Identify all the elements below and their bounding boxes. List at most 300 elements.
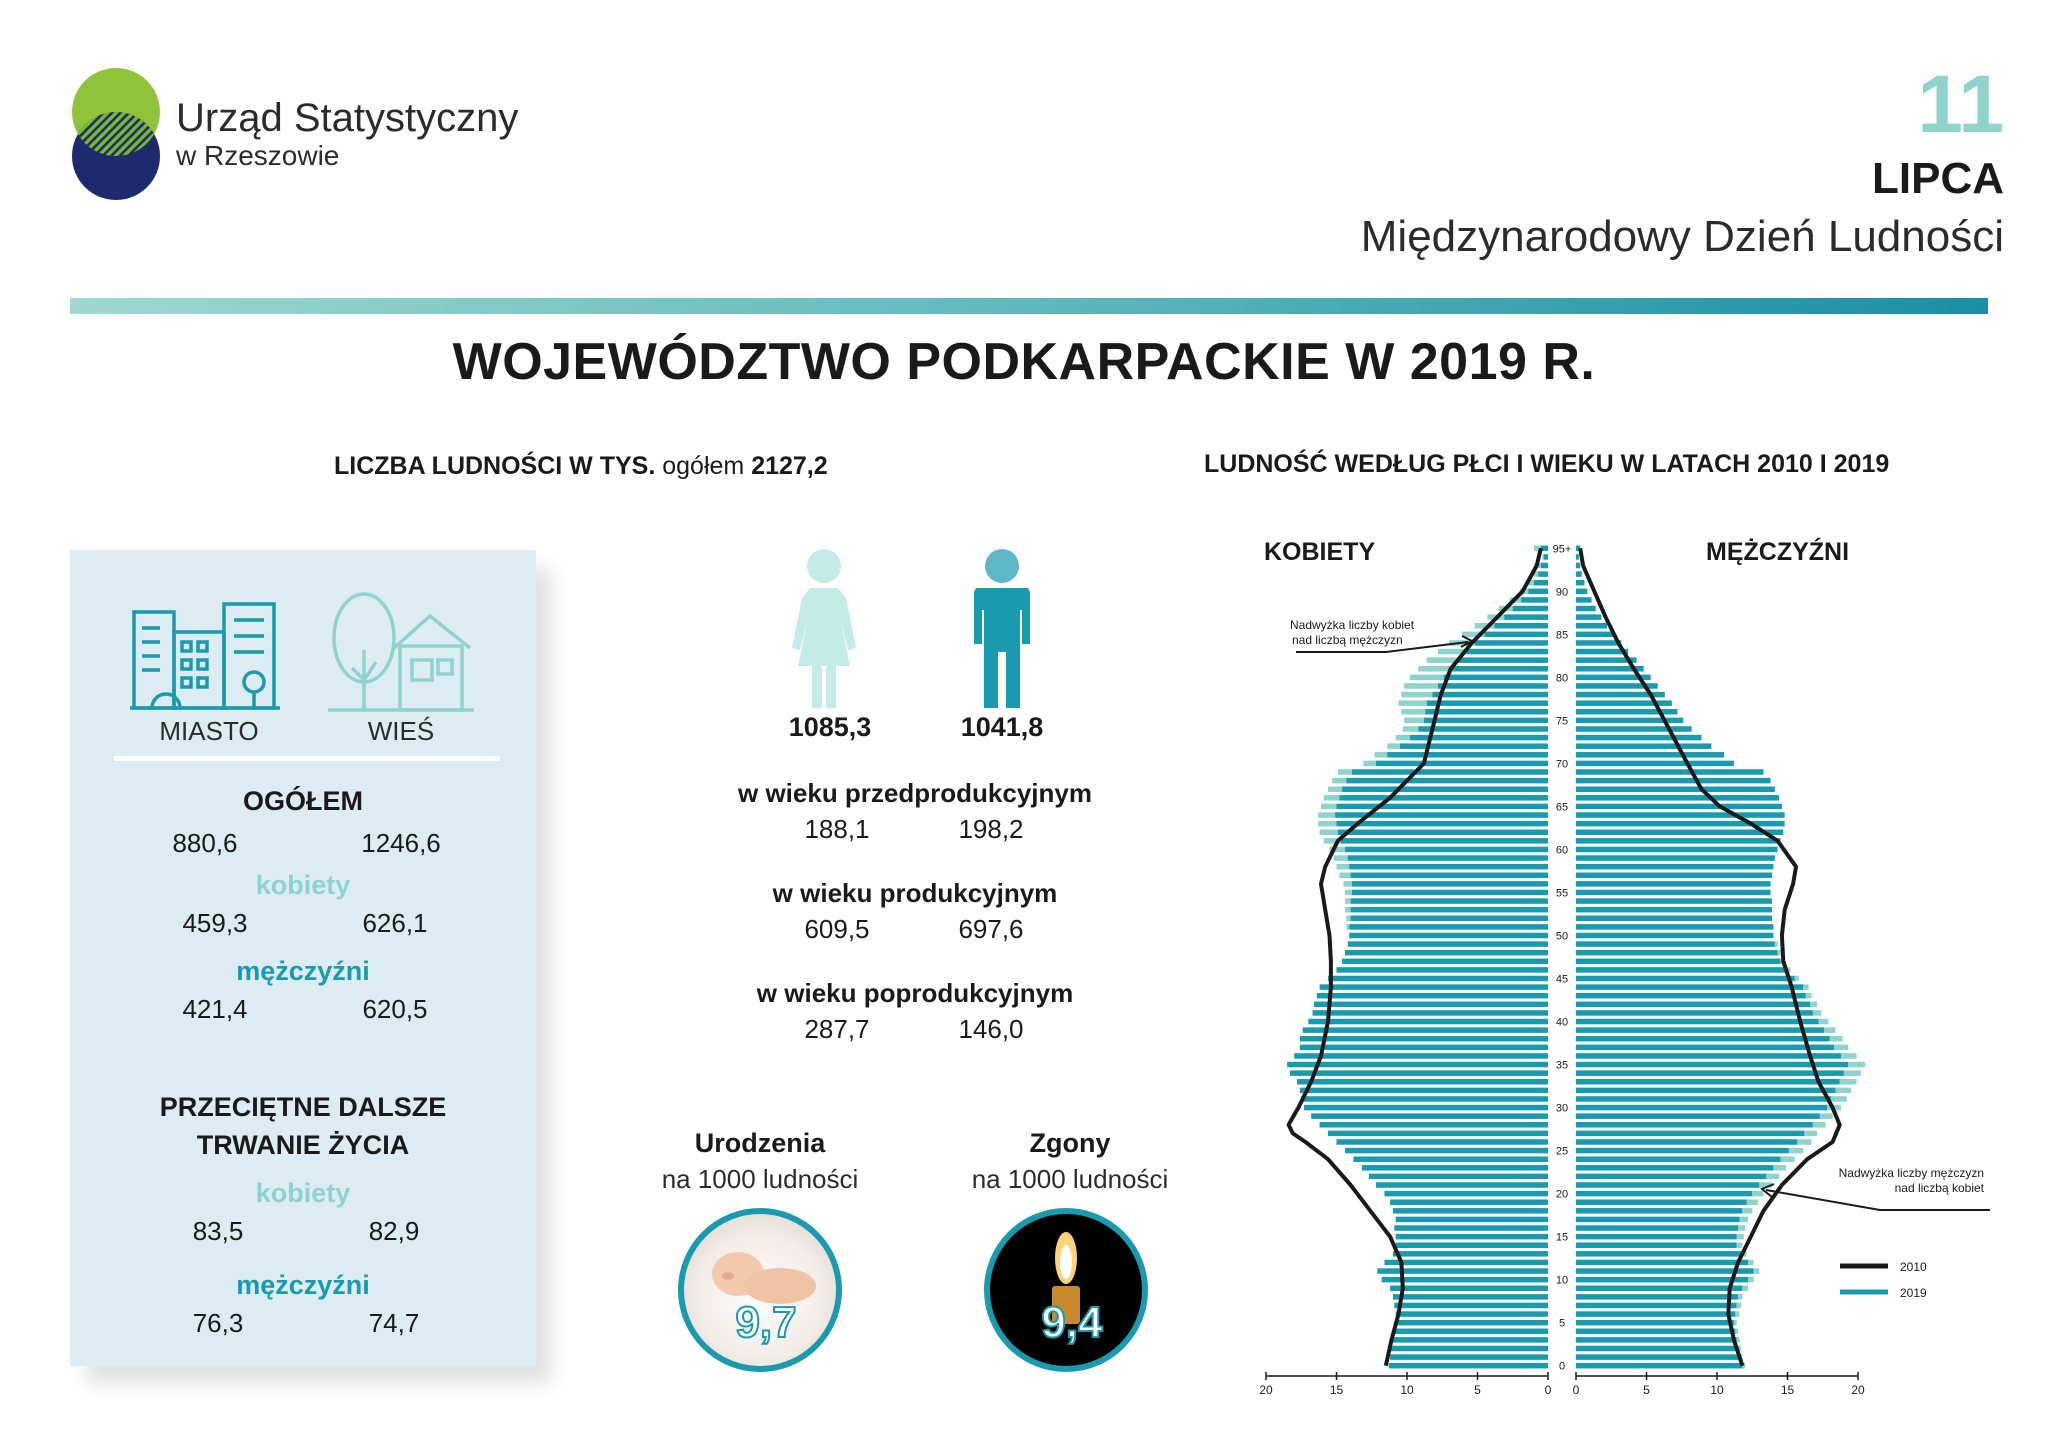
deaths-subtitle: na 1000 ludności [971, 1164, 1169, 1194]
life-expectancy-heading-1: PRZECIĘTNE DALSZE [159, 1092, 447, 1122]
bar-men-excess [1813, 1122, 1826, 1128]
bar-women-2019 [1346, 778, 1548, 784]
bar-women-2019 [1390, 1354, 1548, 1360]
bar-women-2019 [1444, 675, 1548, 681]
population-pyramid [1240, 530, 2000, 1400]
bar-women-2019 [1393, 1208, 1548, 1214]
bar-women-2019 [1534, 580, 1548, 586]
deaths-badge [984, 1208, 1148, 1372]
bar-women-2019 [1390, 1199, 1548, 1205]
bar-women-2019 [1418, 726, 1548, 732]
total-heading: OGÓŁEM [243, 786, 363, 816]
bar-men-2019 [1576, 1122, 1813, 1128]
panel-divider [114, 756, 500, 761]
bar-men-2019 [1576, 829, 1783, 835]
bar-men-2019 [1576, 623, 1607, 629]
bar-women-2019 [1382, 1277, 1548, 1283]
bar-men-excess [1734, 1320, 1737, 1326]
logo-mark [70, 68, 162, 200]
bar-men-2019 [1576, 752, 1724, 758]
bar-men-2019 [1576, 1062, 1848, 1068]
bar-women-2019 [1393, 1251, 1548, 1257]
bar-men-2019 [1576, 1251, 1741, 1257]
bar-men-2019 [1576, 967, 1786, 973]
bar-women-excess [1403, 726, 1419, 732]
bar-women-2019 [1300, 1045, 1548, 1051]
bar-women-2019 [1349, 924, 1548, 930]
bar-men-2019 [1576, 855, 1775, 861]
bar-women-excess [1410, 675, 1444, 681]
bar-men-excess [1738, 1225, 1745, 1231]
bar-men-excess [1735, 1311, 1739, 1317]
bar-women-excess [1318, 812, 1335, 818]
bar-women-2019 [1521, 597, 1548, 603]
bar-men-2019 [1576, 1165, 1773, 1171]
date-event: Międzynarodowy Dzień Ludności [1360, 212, 2004, 261]
bar-women-excess [1344, 881, 1352, 887]
house-icon [328, 590, 474, 716]
urban-rural-panel [70, 550, 536, 1366]
life-men-village: 74,7 [368, 1308, 420, 1338]
bar-women-2019 [1300, 1036, 1548, 1042]
x-tick-label-men: 5 [1643, 1383, 1650, 1397]
bar-men-2019 [1576, 1294, 1738, 1300]
bar-women-2019 [1369, 1174, 1548, 1180]
bar-men-2019 [1576, 597, 1592, 603]
bar-men-excess [1804, 1131, 1817, 1137]
bar-women-2019 [1294, 1053, 1548, 1059]
bar-men-2019 [1576, 907, 1772, 913]
bar-women-2019 [1345, 950, 1548, 956]
bar-men-excess [1752, 1191, 1763, 1197]
x-tick-label-men: 0 [1572, 1383, 1580, 1397]
bar-women-2019 [1528, 589, 1548, 595]
age-tick-label: 40 [1555, 1016, 1569, 1029]
bar-men-2019 [1576, 1096, 1831, 1102]
bar-men-2019 [1576, 1131, 1804, 1137]
bar-women-2019 [1345, 847, 1548, 853]
bar-women-2019 [1513, 606, 1548, 612]
legend-label-2010: 2010 [1900, 1260, 1927, 1274]
bar-men-2019 [1576, 1346, 1738, 1352]
chart-label-men: MĘŻCZYŹNI [1706, 538, 1850, 566]
bar-women-2019 [1351, 907, 1548, 913]
village-women: 626,1 [362, 908, 428, 938]
age-work-label: w wieku produkcyjnym [772, 878, 1058, 908]
bar-women-2019 [1303, 1027, 1548, 1033]
bar-women-2019 [1297, 1079, 1548, 1085]
bar-women-2019 [1396, 1242, 1548, 1248]
bar-women-excess [1375, 752, 1388, 758]
bar-men-2019 [1576, 1242, 1737, 1248]
age-tick-label: 90 [1555, 586, 1569, 599]
bar-women-excess [1404, 718, 1424, 724]
bar-men-2019 [1576, 1363, 1742, 1369]
bar-women-excess [1396, 735, 1410, 741]
bar-men-2019 [1576, 976, 1795, 982]
age-tick-label: 25 [1555, 1145, 1569, 1158]
bar-men-2019 [1576, 1217, 1740, 1223]
bar-women-excess [1401, 692, 1432, 698]
men-total: 1041,8 [960, 712, 1044, 742]
bar-women-2019 [1314, 1002, 1548, 1008]
bar-women-2019 [1342, 786, 1548, 792]
bar-men-2019 [1576, 933, 1773, 939]
bar-men-2019 [1576, 1045, 1834, 1051]
bar-men-2019 [1576, 1337, 1737, 1343]
bar-women-2019 [1432, 692, 1548, 698]
bar-women-2019 [1352, 890, 1548, 896]
bar-women-2019 [1308, 1019, 1548, 1025]
bar-men-2019 [1576, 743, 1711, 749]
bar-men-2019 [1576, 761, 1734, 767]
bar-men-excess [1775, 941, 1778, 947]
bar-men-2019 [1576, 554, 1579, 560]
bar-women-2019 [1387, 752, 1548, 758]
bar-men-excess [1835, 1088, 1851, 1094]
bar-women-excess [1332, 778, 1346, 784]
bar-men-2019 [1576, 1286, 1742, 1292]
bar-men-2019 [1576, 950, 1778, 956]
bar-women-2019 [1400, 743, 1548, 749]
births-badge [678, 1208, 842, 1372]
bar-men-excess [1840, 1079, 1857, 1085]
births-value: 9,7 [735, 1298, 797, 1347]
bar-women-2019 [1538, 571, 1548, 577]
age-tick-label: 5 [1558, 1317, 1566, 1330]
city-women: 459,3 [182, 908, 248, 938]
bar-men-excess [1795, 976, 1799, 982]
annotation-men-excess: Nadwyżka liczby mężczyzn nad liczbą kobiet [1838, 1166, 1984, 1195]
bar-men-excess [1737, 1303, 1741, 1309]
bar-women-2019 [1304, 1105, 1548, 1111]
bar-men-2019 [1576, 1208, 1742, 1214]
births-subtitle: na 1000 ludności [661, 1164, 859, 1194]
life-women-city: 83,5 [192, 1216, 244, 1246]
men-label: mężczyźni [236, 956, 370, 986]
x-tick-label-women: 20 [1259, 1383, 1273, 1397]
bar-men-2019 [1576, 1182, 1759, 1188]
bar-men-excess [1810, 1002, 1817, 1008]
bar-men-2019 [1576, 1277, 1748, 1283]
life-men-label: mężczyźni [236, 1270, 370, 1300]
bar-women-2019 [1397, 1320, 1548, 1326]
bar-women-2019 [1341, 838, 1548, 844]
bar-women-2019 [1300, 1088, 1548, 1094]
bar-women-2019 [1320, 984, 1548, 990]
life-men-city: 76,3 [192, 1308, 244, 1338]
age-tick-label: 45 [1555, 973, 1569, 986]
bar-men-excess [1797, 1139, 1811, 1145]
bar-men-2019 [1576, 1105, 1827, 1111]
village-label: WIEŚ [367, 716, 435, 746]
age-pre-women: 188,1 [804, 814, 870, 844]
bar-men-2019 [1576, 1303, 1737, 1309]
age-tick-label: 35 [1555, 1059, 1569, 1072]
bar-women-excess [1321, 804, 1337, 810]
bar-men-excess [1803, 984, 1809, 990]
bar-women-2019 [1320, 1122, 1548, 1128]
bar-men-excess [1748, 1277, 1754, 1283]
bar-men-2019 [1576, 1199, 1747, 1205]
bar-men-excess [1780, 1156, 1794, 1162]
bar-women-2019 [1348, 941, 1548, 947]
bar-men-excess [1740, 1217, 1748, 1223]
bar-men-2019 [1576, 993, 1806, 999]
bar-women-2019 [1290, 1070, 1548, 1076]
bar-women-excess [1404, 683, 1438, 689]
bar-women-excess [1320, 829, 1338, 835]
page-title: WOJEWÓDZTWO PODKARPACKIE W 2019 R. [452, 333, 1596, 391]
age-tick-label: 95+ [1552, 543, 1572, 556]
bar-men-2019 [1576, 838, 1780, 844]
bar-men-2019 [1576, 769, 1764, 775]
date-month: LIPCA [1872, 154, 2004, 203]
bar-women-2019 [1348, 855, 1548, 861]
bar-men-2019 [1576, 726, 1692, 732]
bar-men-2019 [1576, 1036, 1830, 1042]
bar-women-2019 [1337, 1139, 1549, 1145]
legend-label-2019: 2019 [1900, 1286, 1927, 1300]
bar-women-2019 [1425, 709, 1548, 715]
village-total: 1246,6 [361, 828, 441, 858]
life-expectancy-heading-2: TRWANIE ŻYCIA [196, 1130, 410, 1160]
bar-men-2019 [1576, 735, 1701, 741]
logo-subtitle: w Rzeszowie [176, 140, 340, 171]
bar-women-2019 [1393, 1294, 1548, 1300]
bar-men-excess [1742, 1208, 1752, 1214]
deaths-value: 9,4 [1041, 1298, 1103, 1347]
bar-women-2019 [1458, 657, 1548, 663]
bar-women-excess [1399, 700, 1427, 706]
bar-women-excess [1337, 864, 1350, 870]
bar-men-2019 [1576, 1329, 1735, 1335]
bar-women-2019 [1466, 649, 1548, 655]
bar-women-2019 [1384, 1260, 1548, 1266]
bar-men-2019 [1576, 804, 1782, 810]
bar-men-excess [1766, 1174, 1779, 1180]
bar-women-2019 [1541, 563, 1548, 569]
age-tick-label: 0 [1558, 1360, 1566, 1373]
age-tick-label: 75 [1555, 715, 1569, 728]
bar-men-2019 [1576, 959, 1780, 965]
age-tick-label: 85 [1555, 629, 1569, 642]
age-tick-label: 15 [1555, 1231, 1569, 1244]
age-tick-label: 10 [1555, 1274, 1569, 1287]
logo-title: Urząd Statystyczny [176, 96, 519, 140]
bar-men-2019 [1576, 847, 1778, 853]
bar-women-excess [1318, 821, 1336, 827]
woman-icon [786, 548, 862, 708]
bar-women-2019 [1362, 1165, 1548, 1171]
bar-women-excess [1338, 769, 1352, 775]
bar-women-2019 [1394, 1303, 1548, 1309]
age-post-label: w wieku poprodukcyjnym [756, 978, 1074, 1008]
bar-men-excess [1773, 1165, 1786, 1171]
bar-women-excess [1427, 657, 1458, 663]
bar-men-2019 [1576, 786, 1775, 792]
bar-men-2019 [1576, 1148, 1789, 1154]
women-total: 1085,3 [788, 712, 872, 742]
bar-women-2019 [1313, 1010, 1548, 1016]
bar-women-2019 [1337, 967, 1549, 973]
bar-men-2019 [1576, 640, 1621, 646]
bar-women-2019 [1384, 1191, 1548, 1197]
city-icon [130, 598, 280, 716]
x-tick-label-men: 15 [1780, 1383, 1795, 1397]
bar-women-2019 [1338, 829, 1548, 835]
bar-women-excess [1387, 743, 1400, 749]
bar-men-2019 [1576, 1113, 1820, 1119]
bar-women-2019 [1390, 1346, 1548, 1352]
bar-men-2019 [1576, 873, 1772, 879]
bar-men-excess [1742, 1286, 1748, 1292]
bar-men-excess [1820, 1113, 1833, 1119]
bar-women-2019 [1311, 1113, 1548, 1119]
bar-men-excess [1789, 1148, 1803, 1154]
bar-men-2019 [1576, 632, 1614, 638]
bar-women-2019 [1351, 873, 1548, 879]
bar-women-2019 [1394, 1225, 1548, 1231]
bar-women-2019 [1485, 632, 1548, 638]
bar-men-excess [1831, 1096, 1847, 1102]
bar-women-2019 [1391, 1337, 1548, 1343]
city-men: 421,4 [182, 994, 248, 1024]
bar-women-2019 [1337, 821, 1549, 827]
bar-men-2019 [1576, 1225, 1738, 1231]
bar-women-2019 [1396, 1234, 1548, 1240]
bar-women-excess [1345, 907, 1351, 913]
bar-women-excess [1345, 898, 1351, 904]
bar-women-2019 [1376, 1182, 1548, 1188]
bar-men-2019 [1576, 984, 1803, 990]
bar-men-2019 [1576, 1019, 1819, 1025]
bar-men-2019 [1576, 1268, 1754, 1274]
bar-men-excess [1754, 1268, 1760, 1274]
bar-women-2019 [1393, 1329, 1548, 1335]
bar-women-2019 [1504, 614, 1548, 620]
population-total: 2127,2 [751, 452, 828, 480]
bar-men-2019 [1576, 812, 1785, 818]
bar-men-2019 [1576, 1139, 1797, 1145]
bar-women-excess [1542, 554, 1543, 560]
bar-women-2019 [1438, 683, 1548, 689]
date-day: 11 [1917, 59, 2004, 150]
age-tick-label: 80 [1555, 672, 1569, 685]
bar-women-2019 [1317, 993, 1548, 999]
bar-men-2019 [1576, 795, 1779, 801]
bar-women-2019 [1396, 1311, 1548, 1317]
bar-men-2019 [1576, 1354, 1740, 1360]
bar-men-excess [1748, 1260, 1754, 1266]
bar-men-2019 [1576, 890, 1771, 896]
age-tick-label: 65 [1555, 801, 1569, 814]
x-tick-label-men: 20 [1851, 1383, 1865, 1397]
bar-women-2019 [1475, 640, 1548, 646]
bar-men-2019 [1576, 614, 1601, 620]
bar-men-2019 [1576, 898, 1772, 904]
bar-women-excess [1339, 873, 1350, 879]
women-label: kobiety [255, 870, 351, 900]
bar-women-excess [1346, 924, 1349, 930]
bar-men-excess [1747, 1199, 1758, 1205]
life-women-village: 82,9 [368, 1216, 420, 1246]
header-divider [70, 298, 1988, 314]
population-header-light: ogółem [662, 452, 745, 480]
bar-men-excess [1830, 1036, 1843, 1042]
bar-women-2019 [1342, 959, 1548, 965]
age-pre-label: w wieku przedprodukcyjnym [738, 778, 1092, 808]
bar-women-excess [1401, 709, 1425, 715]
chart-title: LUDNOŚĆ WEDŁUG PŁCI I WIEKU W LATACH 2010 I 2019 [1204, 450, 1890, 478]
bar-men-2019 [1576, 1002, 1810, 1008]
bar-men-2019 [1576, 1010, 1813, 1016]
bar-women-excess [1418, 666, 1450, 672]
bar-women-2019 [1427, 700, 1548, 706]
bar-women-2019 [1396, 1217, 1548, 1223]
x-tick-label-women: 10 [1400, 1383, 1414, 1397]
bar-men-excess [1844, 1070, 1861, 1076]
bar-women-2019 [1352, 769, 1548, 775]
bar-men-2019 [1576, 1311, 1735, 1317]
bar-women-excess [1328, 786, 1342, 792]
city-label: MIASTO [159, 716, 259, 746]
bar-men-excess [1778, 950, 1781, 956]
bar-women-2019 [1349, 933, 1548, 939]
population-header [334, 452, 828, 481]
bar-women-2019 [1376, 761, 1548, 767]
bar-women-2019 [1544, 554, 1548, 560]
age-tick-label: 30 [1555, 1102, 1569, 1115]
man-icon [970, 548, 1034, 708]
bar-men-2019 [1576, 580, 1584, 586]
deaths-title: Zgony [1029, 1128, 1111, 1158]
bar-men-excess [1737, 1234, 1744, 1240]
bar-women-2019 [1337, 804, 1549, 810]
bar-men-2019 [1576, 1079, 1840, 1085]
bar-men-excess [1737, 1242, 1743, 1248]
life-women-label: kobiety [255, 1178, 351, 1208]
bar-women-2019 [1351, 916, 1548, 922]
bar-men-2019 [1576, 589, 1587, 595]
bar-men-2019 [1576, 1070, 1844, 1076]
bar-men-2019 [1576, 1088, 1835, 1094]
bar-men-2019 [1576, 864, 1773, 870]
bar-men-2019 [1576, 1027, 1824, 1033]
bar-men-2019 [1576, 1156, 1780, 1162]
annotation-women-excess: Nadwyżka liczby kobiet nad liczbą mężczyzn [1290, 618, 1415, 647]
bar-men-2019 [1576, 1320, 1734, 1326]
bar-men-2019 [1576, 1234, 1737, 1240]
age-tick-label: 50 [1555, 930, 1569, 943]
bar-men-excess [1824, 1027, 1835, 1033]
bar-women-2019 [1451, 666, 1548, 672]
bar-men-excess [1737, 1337, 1740, 1343]
age-work-women: 609,5 [804, 914, 870, 944]
age-post-women: 287,7 [804, 1014, 870, 1044]
bar-women-excess [1324, 795, 1340, 801]
bar-women-2019 [1339, 795, 1548, 801]
bar-women-2019 [1424, 718, 1548, 724]
bar-men-excess [1848, 1062, 1865, 1068]
age-tick-label: 20 [1555, 1188, 1569, 1201]
bar-men-2019 [1576, 924, 1773, 930]
bar-women-2019 [1389, 1363, 1548, 1369]
bar-women-2019 [1287, 1062, 1548, 1068]
bar-men-excess [1834, 1045, 1848, 1051]
age-tick-label: 55 [1555, 887, 1569, 900]
bar-women-2019 [1494, 623, 1548, 629]
